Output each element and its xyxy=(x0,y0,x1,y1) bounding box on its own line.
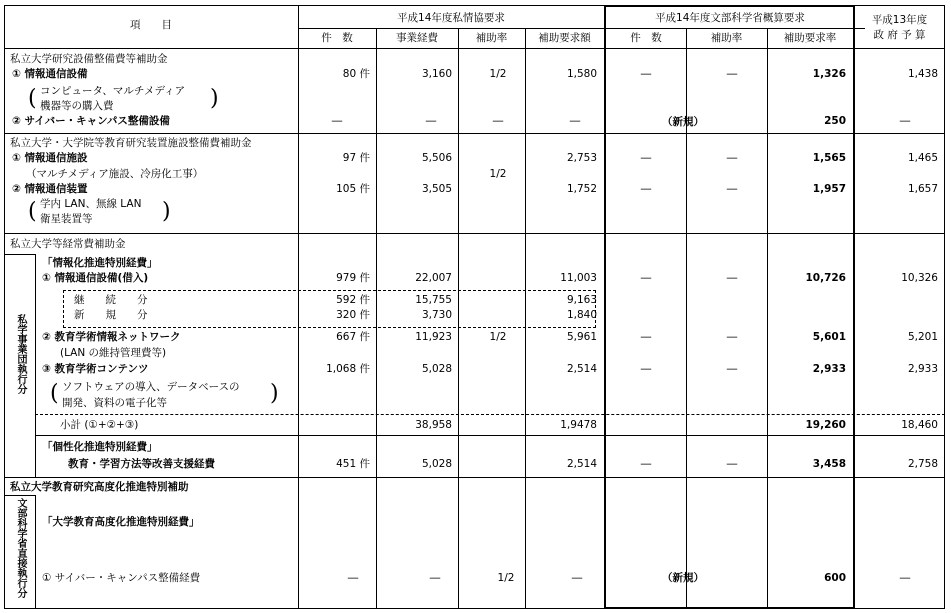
s3-row2-expense: 11,923 xyxy=(415,331,452,343)
s3-row3-request: 2,514 xyxy=(566,363,597,375)
s4-row1-count: ― xyxy=(347,572,359,584)
paren-open: ( xyxy=(28,199,37,224)
s3-row3-count: 1,068 件 xyxy=(326,363,370,375)
col-header-rate2: 補助率 xyxy=(710,32,743,44)
s3-row1-budget: 10,326 xyxy=(901,272,938,284)
s2-row2-count: 105 件 xyxy=(336,183,370,195)
section-divider-2 xyxy=(4,233,945,234)
s2-row1-count: 97 件 xyxy=(342,152,370,164)
s3-row2-rate2: ― xyxy=(726,331,738,343)
col-header-request2: 補助要求率 xyxy=(783,32,837,44)
s2-row1-rate2: ― xyxy=(726,152,738,164)
s3-individual-count: 451 件 xyxy=(336,458,370,470)
paren-open: ( xyxy=(50,381,59,406)
s2-row2-label: ② 情報通信装置 xyxy=(12,183,88,195)
s3-row2-request: 5,961 xyxy=(566,331,597,343)
s2-row2-sub2: 衛星装置等 xyxy=(40,213,93,225)
col-line-mext-right xyxy=(853,5,855,609)
subsection-divider xyxy=(35,435,945,436)
s1-row1-count2: ― xyxy=(640,68,652,80)
s2-row1-rate: 1/2 xyxy=(489,168,507,180)
s4-row1-new: （新規） xyxy=(662,572,704,584)
s4-row1-rate: 1/2 xyxy=(497,572,515,584)
s3-subtotal-request: 1,9478 xyxy=(560,419,597,431)
s3-row2-budget: 5,201 xyxy=(907,331,938,343)
side-line-4 xyxy=(35,495,36,609)
s1-row2-count: ― xyxy=(331,115,343,127)
s4-row1-request2: 600 xyxy=(824,572,846,584)
s3-row1-rate2: ― xyxy=(726,272,738,284)
section4-side-label: 文部科学省直接執行分 xyxy=(15,498,26,598)
s3-continuing-label: 継 続 分 xyxy=(74,294,148,306)
mext-box-top xyxy=(604,5,855,7)
s1-row1-request2: 1,326 xyxy=(812,68,846,80)
header-budget13-line2: 政 府 予 算 xyxy=(873,29,926,41)
s2-row2-expense: 3,505 xyxy=(421,183,452,195)
s1-row2-expense: ― xyxy=(425,115,437,127)
s3-row3-count2: ― xyxy=(640,363,652,375)
section1-title: 私立大学研究設備整備費等補助金 xyxy=(10,53,168,65)
side-top-4 xyxy=(4,495,35,496)
s3-individual-budget: 2,758 xyxy=(907,458,938,470)
s3-individual-request: 2,514 xyxy=(566,458,597,470)
s1-row2-new: （新規） xyxy=(662,116,704,128)
s3-subtotal-budget: 18,460 xyxy=(901,419,938,431)
s1-row2-request: ― xyxy=(569,115,581,127)
s3-row1-expense: 22,007 xyxy=(415,272,452,284)
s1-row1-sub2: 機器等の購入費 xyxy=(40,100,114,112)
s3-row2-request2: 5,601 xyxy=(812,331,846,343)
header-budget13-line1: 平成13年度 xyxy=(871,14,928,26)
s3-individual-label: 「個性化推進特別経費」 xyxy=(42,441,158,453)
s1-row1-rate: 1/2 xyxy=(489,68,507,80)
section-divider-3 xyxy=(4,477,945,478)
s3-row3-request2: 2,933 xyxy=(812,363,846,375)
s1-row1-count: 80 件 xyxy=(342,68,370,80)
s2-row2-request: 1,752 xyxy=(566,183,597,195)
s3-row2-count: 667 件 xyxy=(336,331,370,343)
s3-row3-budget: 2,933 xyxy=(907,363,938,375)
s2-row2-sub1: 学内 LAN、無線 LAN xyxy=(40,198,142,210)
paren-open: ( xyxy=(28,86,37,111)
s1-row2-request2: 250 xyxy=(824,115,846,127)
s3-subtotal-label: 小計 (①+②+③) xyxy=(60,419,139,431)
s3-subtotal-expense: 38,958 xyxy=(415,419,452,431)
s3-row1-request2: 10,726 xyxy=(805,272,846,284)
header-item: 項 目 xyxy=(130,19,172,31)
s2-row2-count2: ― xyxy=(640,183,652,195)
s2-row2-rate2: ― xyxy=(726,183,738,195)
s2-row1-label: ① 情報通信施設 xyxy=(12,152,88,164)
s1-row1-rate2: ― xyxy=(726,68,738,80)
s2-row1-expense: 5,506 xyxy=(421,152,452,164)
col-header-rate: 補助率 xyxy=(475,32,508,44)
paren-close: ) xyxy=(162,199,171,224)
section3-side-label: 私学事業団執行分 xyxy=(15,314,26,394)
s3-continuing-expense: 15,755 xyxy=(415,294,452,306)
subtotal-dashed-line xyxy=(35,414,945,415)
s2-row1-budget: 1,465 xyxy=(907,152,938,164)
paren-close: ) xyxy=(210,86,219,111)
section4-title: 私立大学教育研究高度化推進特別補助 xyxy=(10,481,189,493)
s3-new-label: 新 規 分 xyxy=(74,309,148,321)
s2-row1-sub: （マルチメディア施設、冷房化工事） xyxy=(26,168,204,180)
side-top-3 xyxy=(4,254,35,255)
col-header-expense: 事業経費 xyxy=(396,32,438,44)
s3-row1-label: ① 情報通信設備(借入) xyxy=(42,272,149,284)
s2-row2-budget: 1,657 xyxy=(907,183,938,195)
header-group-private: 平成14年度私情協要求 xyxy=(397,12,505,24)
s4-promo-label: 「大学教育高度化推進特別経費」 xyxy=(42,516,200,528)
s3-row2-label: ② 教育学術情報ネットワーク xyxy=(42,331,181,343)
s3-individual-rate2: ― xyxy=(726,458,738,470)
section2-title: 私立大学・大学院等教育研究装置施設整備費補助金 xyxy=(10,137,252,149)
s4-row1-expense: ― xyxy=(429,572,441,584)
s3-individual-count2: ― xyxy=(640,458,652,470)
s1-row1-budget: 1,438 xyxy=(907,68,938,80)
s4-row1-label: ① サイバー・キャンパス整備経費 xyxy=(42,572,201,584)
s1-row2-rate: ― xyxy=(492,115,504,127)
s3-promo-label: 「情報化推進特別経費」 xyxy=(42,257,158,269)
s1-row2-budget: ― xyxy=(899,115,911,127)
s3-row1-count2: ― xyxy=(640,272,652,284)
s3-row3-label: ③ 教育学術コンテンツ xyxy=(42,363,149,375)
paren-close: ) xyxy=(270,381,279,406)
s3-row2-rate: 1/2 xyxy=(489,331,507,343)
s4-row1-budget: ― xyxy=(899,572,911,584)
s3-individual-request2: 3,458 xyxy=(812,458,846,470)
header-group-mext: 平成14年度文部科学省概算要求 xyxy=(655,12,805,24)
header-bottom xyxy=(4,48,945,49)
s1-row1-sub1: コンピュータ、マルチメディア xyxy=(40,85,186,97)
s1-row1-expense: 3,160 xyxy=(421,68,452,80)
s2-row1-count2: ― xyxy=(640,152,652,164)
table-border-left xyxy=(4,5,5,609)
s3-continuing-request: 9,163 xyxy=(566,294,597,306)
s3-row1-count: 979 件 xyxy=(336,272,370,284)
mext-box-bottom xyxy=(604,607,855,609)
col-header-count: 件 数 xyxy=(321,32,353,44)
section-divider-1 xyxy=(4,133,945,134)
table-border-right xyxy=(944,5,945,609)
s1-row1-label: ① 情報通信設備 xyxy=(12,68,88,80)
s3-new-request: 1,840 xyxy=(566,309,597,321)
s3-row3-expense: 5,028 xyxy=(421,363,452,375)
s4-row1-request: ― xyxy=(571,572,583,584)
s2-row2-request2: 1,957 xyxy=(812,183,846,195)
s3-continuing-count: 592 件 xyxy=(336,294,370,306)
col-header-count2: 件 数 xyxy=(630,32,662,44)
s3-row2-count2: ― xyxy=(640,331,652,343)
col-line-mext-left xyxy=(604,5,606,609)
s3-row3-sub2: 開発、資料の電子化等 xyxy=(62,397,167,409)
s3-row3-rate2: ― xyxy=(726,363,738,375)
col-header-request: 補助要求額 xyxy=(538,32,591,44)
side-line-3 xyxy=(35,254,36,478)
section3-title: 私立大学等経常費補助金 xyxy=(10,238,126,250)
header-divider xyxy=(298,28,865,29)
s3-row3-sub1: ソフトウェアの導入、データベースの xyxy=(62,381,240,393)
s3-individual-expense: 5,028 xyxy=(421,458,452,470)
s2-row1-request: 2,753 xyxy=(566,152,597,164)
s3-row1-request: 11,003 xyxy=(560,272,597,284)
s3-individual-sub: 教育・学習方法等改善支援経費 xyxy=(68,458,215,470)
s3-subtotal-request2: 19,260 xyxy=(805,419,846,431)
s3-new-expense: 3,730 xyxy=(421,309,452,321)
s3-new-count: 320 件 xyxy=(336,309,370,321)
s1-row1-request: 1,580 xyxy=(566,68,597,80)
s2-row1-request2: 1,565 xyxy=(812,152,846,164)
s1-row2-label: ② サイバー・キャンパス整備設備 xyxy=(12,115,170,127)
s3-row2-sub: (LAN の維持管理費等) xyxy=(60,347,167,359)
